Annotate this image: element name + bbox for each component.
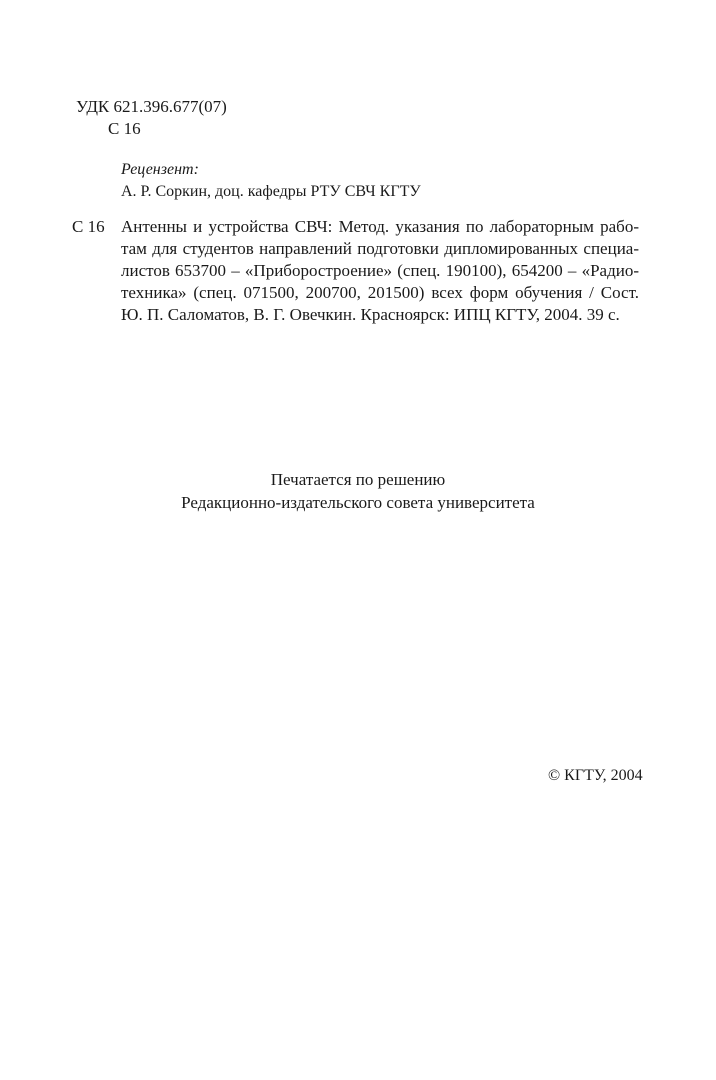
reviewer-name: А. Р. Соркин, доц. кафедры РТУ СВЧ КГТУ <box>121 183 421 200</box>
description-line: техника» (спец. 071500, 200700, 201500) всех форм обучения / Сост. <box>121 283 639 302</box>
bibliographic-description <box>121 216 639 326</box>
udk-code: УДК 621.396.677(07) <box>76 97 227 116</box>
description-line: Антенны и устройства СВЧ: Метод. указания по лабораторным рабо- <box>121 217 639 236</box>
copyright-notice: © КГТУ, 2004 <box>548 767 643 784</box>
approval-line-1: Печатается по решению <box>270 470 446 489</box>
author-mark: С 16 <box>108 119 141 138</box>
description-line: Ю. П. Саломатов, В. Г. Овечкин. Красноярск: ИПЦ КГТУ, 2004. 39 с. <box>121 305 620 324</box>
reviewer-label: Рецензент: <box>121 161 199 178</box>
publication-approval <box>0 469 716 515</box>
description-line: там для студентов направлений подготовки дипломированных специа- <box>121 239 639 258</box>
description-line: листов 653700 – «Приборостроение» (спец. 190100), 654200 – «Радио- <box>121 261 639 280</box>
entry-author-mark: С 16 <box>72 217 105 236</box>
approval-line-2: Редакционно-издательского совета университета <box>181 493 535 512</box>
